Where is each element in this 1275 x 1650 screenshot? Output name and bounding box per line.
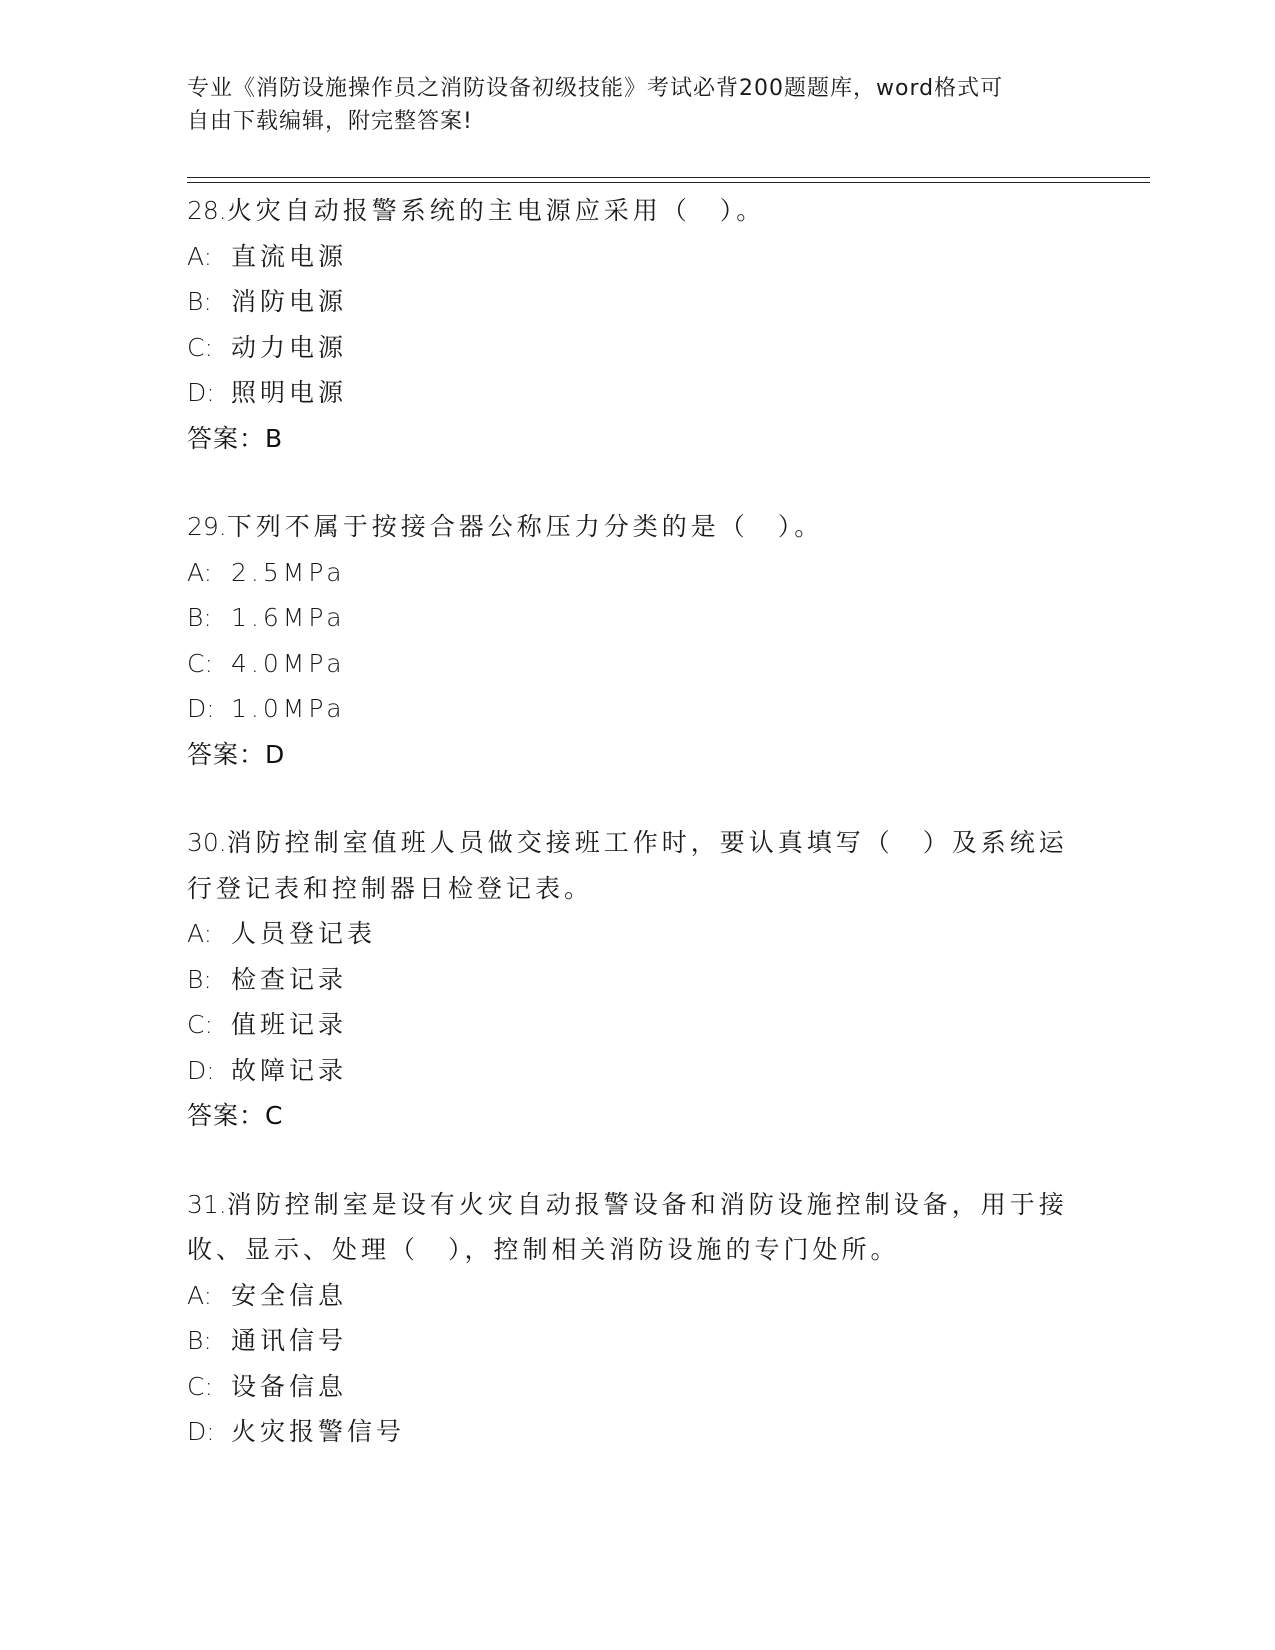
option-d (187, 686, 1087, 732)
option-c (187, 1364, 1087, 1410)
question-number: 28. (187, 196, 227, 225)
option-d (187, 1048, 1087, 1094)
option-text: 人员登记表 (231, 919, 377, 948)
option-text: 火灾报警信号 (231, 1417, 406, 1446)
header-line-1: 专业《消防设施操作员之消防设备初级技能》考试必背200题题库，word格式可 (187, 76, 1004, 101)
question-number: 31. (187, 1189, 227, 1219)
header-line-2: 自由下载编辑，附完整答案! (187, 109, 473, 134)
option-letter: A: (187, 1280, 213, 1310)
option-letter: C: (187, 332, 213, 362)
option-letter: A: (187, 557, 213, 587)
question-stem-line-2: 收、显示、处理（ ），控制相关消防设施的专门处所。 (187, 1235, 900, 1264)
option-text: 消防电源 (231, 287, 348, 316)
option-text: 4.0MPa (231, 648, 346, 678)
header-divider-bottom (187, 182, 1150, 183)
option-letter: A: (187, 241, 213, 271)
option-b (187, 957, 1087, 1003)
option-d (187, 1409, 1087, 1455)
question-text (187, 820, 1087, 866)
option-letter: D: (187, 378, 215, 407)
option-text: 照明电源 (231, 378, 348, 407)
option-letter: B: (187, 964, 212, 994)
option-text: 动力电源 (231, 332, 348, 362)
option-a (187, 1273, 1087, 1319)
option-letter: D: (187, 694, 215, 723)
option-c (187, 325, 1087, 371)
option-d (187, 370, 1087, 416)
question-text (187, 1182, 1087, 1228)
option-text: 故障记录 (231, 1055, 348, 1085)
option-a (187, 234, 1087, 280)
question-28 (187, 188, 1087, 461)
option-letter: C: (187, 1010, 213, 1039)
option-letter: B: (187, 603, 212, 632)
option-text: 值班记录 (231, 1010, 348, 1039)
question-text (187, 188, 1087, 234)
option-b (187, 279, 1087, 325)
document-header (187, 72, 1067, 138)
answer-line: 答案：B (187, 423, 284, 453)
option-text: 安全信息 (231, 1280, 348, 1310)
option-letter: D: (187, 1055, 215, 1085)
question-29 (187, 504, 1087, 777)
option-letter: B: (187, 287, 212, 316)
option-text: 检查记录 (231, 964, 348, 994)
option-text: 直流电源 (231, 241, 348, 271)
option-letter: B: (187, 1326, 212, 1355)
question-stem-line-1: 消防控制室值班人员做交接班工作时，要认真填写（ ）及系统运 (226, 828, 1068, 857)
question-31 (187, 1182, 1087, 1455)
option-letter: C: (187, 648, 213, 678)
option-text: 通讯信号 (231, 1326, 348, 1355)
option-text: 1.6MPa (231, 603, 346, 632)
question-stem: 下列不属于按接合器公称压力分类的是（ ）。 (226, 512, 824, 541)
question-text (187, 504, 1087, 550)
question-stem-line-2: 行登记表和控制器日检登记表。 (187, 873, 594, 903)
question-stem: 火灾自动报警系统的主电源应采用（ ）。 (226, 196, 766, 225)
question-list (187, 188, 1087, 1498)
answer-line: 答案：C (187, 1101, 284, 1130)
option-text: 设备信息 (231, 1371, 348, 1401)
question-30 (187, 820, 1087, 1139)
option-c (187, 641, 1087, 687)
option-b (187, 1318, 1087, 1364)
option-letter: C: (187, 1371, 213, 1401)
option-letter: A: (187, 919, 213, 948)
answer-line: 答案：D (187, 739, 286, 769)
option-letter: D: (187, 1417, 215, 1446)
question-number: 29. (187, 512, 227, 541)
option-text: 2.5MPa (231, 557, 346, 587)
question-number: 30. (187, 828, 227, 857)
option-a (187, 911, 1087, 957)
option-c (187, 1002, 1087, 1048)
header-divider-top (187, 177, 1150, 178)
option-a (187, 550, 1087, 596)
option-b (187, 595, 1087, 641)
question-stem-line-1: 消防控制室是设有火灾自动报警设备和消防设施控制设备，用于接 (226, 1189, 1068, 1219)
option-text: 1.0MPa (231, 694, 346, 723)
